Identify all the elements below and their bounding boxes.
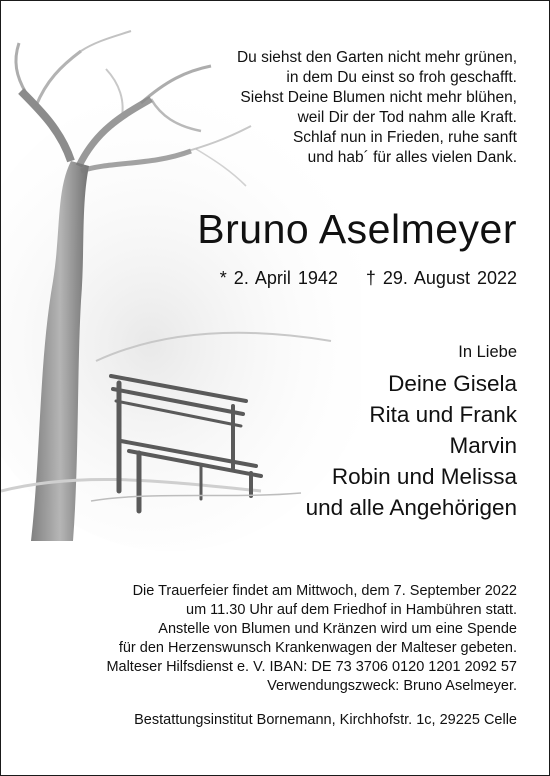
poem-line: Schlaf nun in Frieden, ruhe sanft [292,129,517,146]
funeral-notes [106,582,517,696]
mourner: und alle Angehörigen [305,495,517,520]
note-line: Malteser Hilfsdienst e. V. IBAN: DE 73 3706 0120 1201 2092 57 [106,659,517,675]
note-line: Anstelle von Blumen und Kränzen wird um eine Spende [158,621,517,637]
funeral-home-footer: Bestattungsinstitut Bornemann, Kirchhofstr. 1c, 29225 Celle [134,712,517,728]
note-line: Verwendungszweck: Bruno Aselmeyer. [267,678,517,694]
mourner: Deine Gisela [388,371,517,396]
mourner: Robin und Melissa [331,464,517,489]
note-line: für den Herzenswunsch Krankenwagen der Malteser gebeten. [118,640,517,656]
mourner: Rita und Frank [369,402,517,427]
in-love-label: In Liebe [458,343,517,361]
mourners-list [306,368,517,523]
poem-line: Siehst Deine Blumen nicht mehr blühen, [240,89,517,106]
poem-line: weil Dir der Tod nahm alle Kraft. [297,109,517,126]
poem-line: und hab´ für alles vielen Dank. [307,149,517,166]
note-line: Die Trauerfeier findet am Mittwoch, dem 7. September 2022 [132,583,517,599]
poem-line: in dem Du einst so froh geschafft. [286,69,517,86]
poem [237,48,517,168]
note-line: um 11.30 Uhr auf dem Friedhof in Hambühren statt. [186,602,517,618]
mourner: Marvin [449,433,517,458]
death-date: † 29. August 2022 [365,268,517,288]
life-dates [220,266,517,290]
poem-line: Du siehst den Garten nicht mehr grünen, [236,49,517,66]
birth-date: * 2. April 1942 [219,268,338,288]
deceased-name: Bruno Aselmeyer [197,206,517,252]
